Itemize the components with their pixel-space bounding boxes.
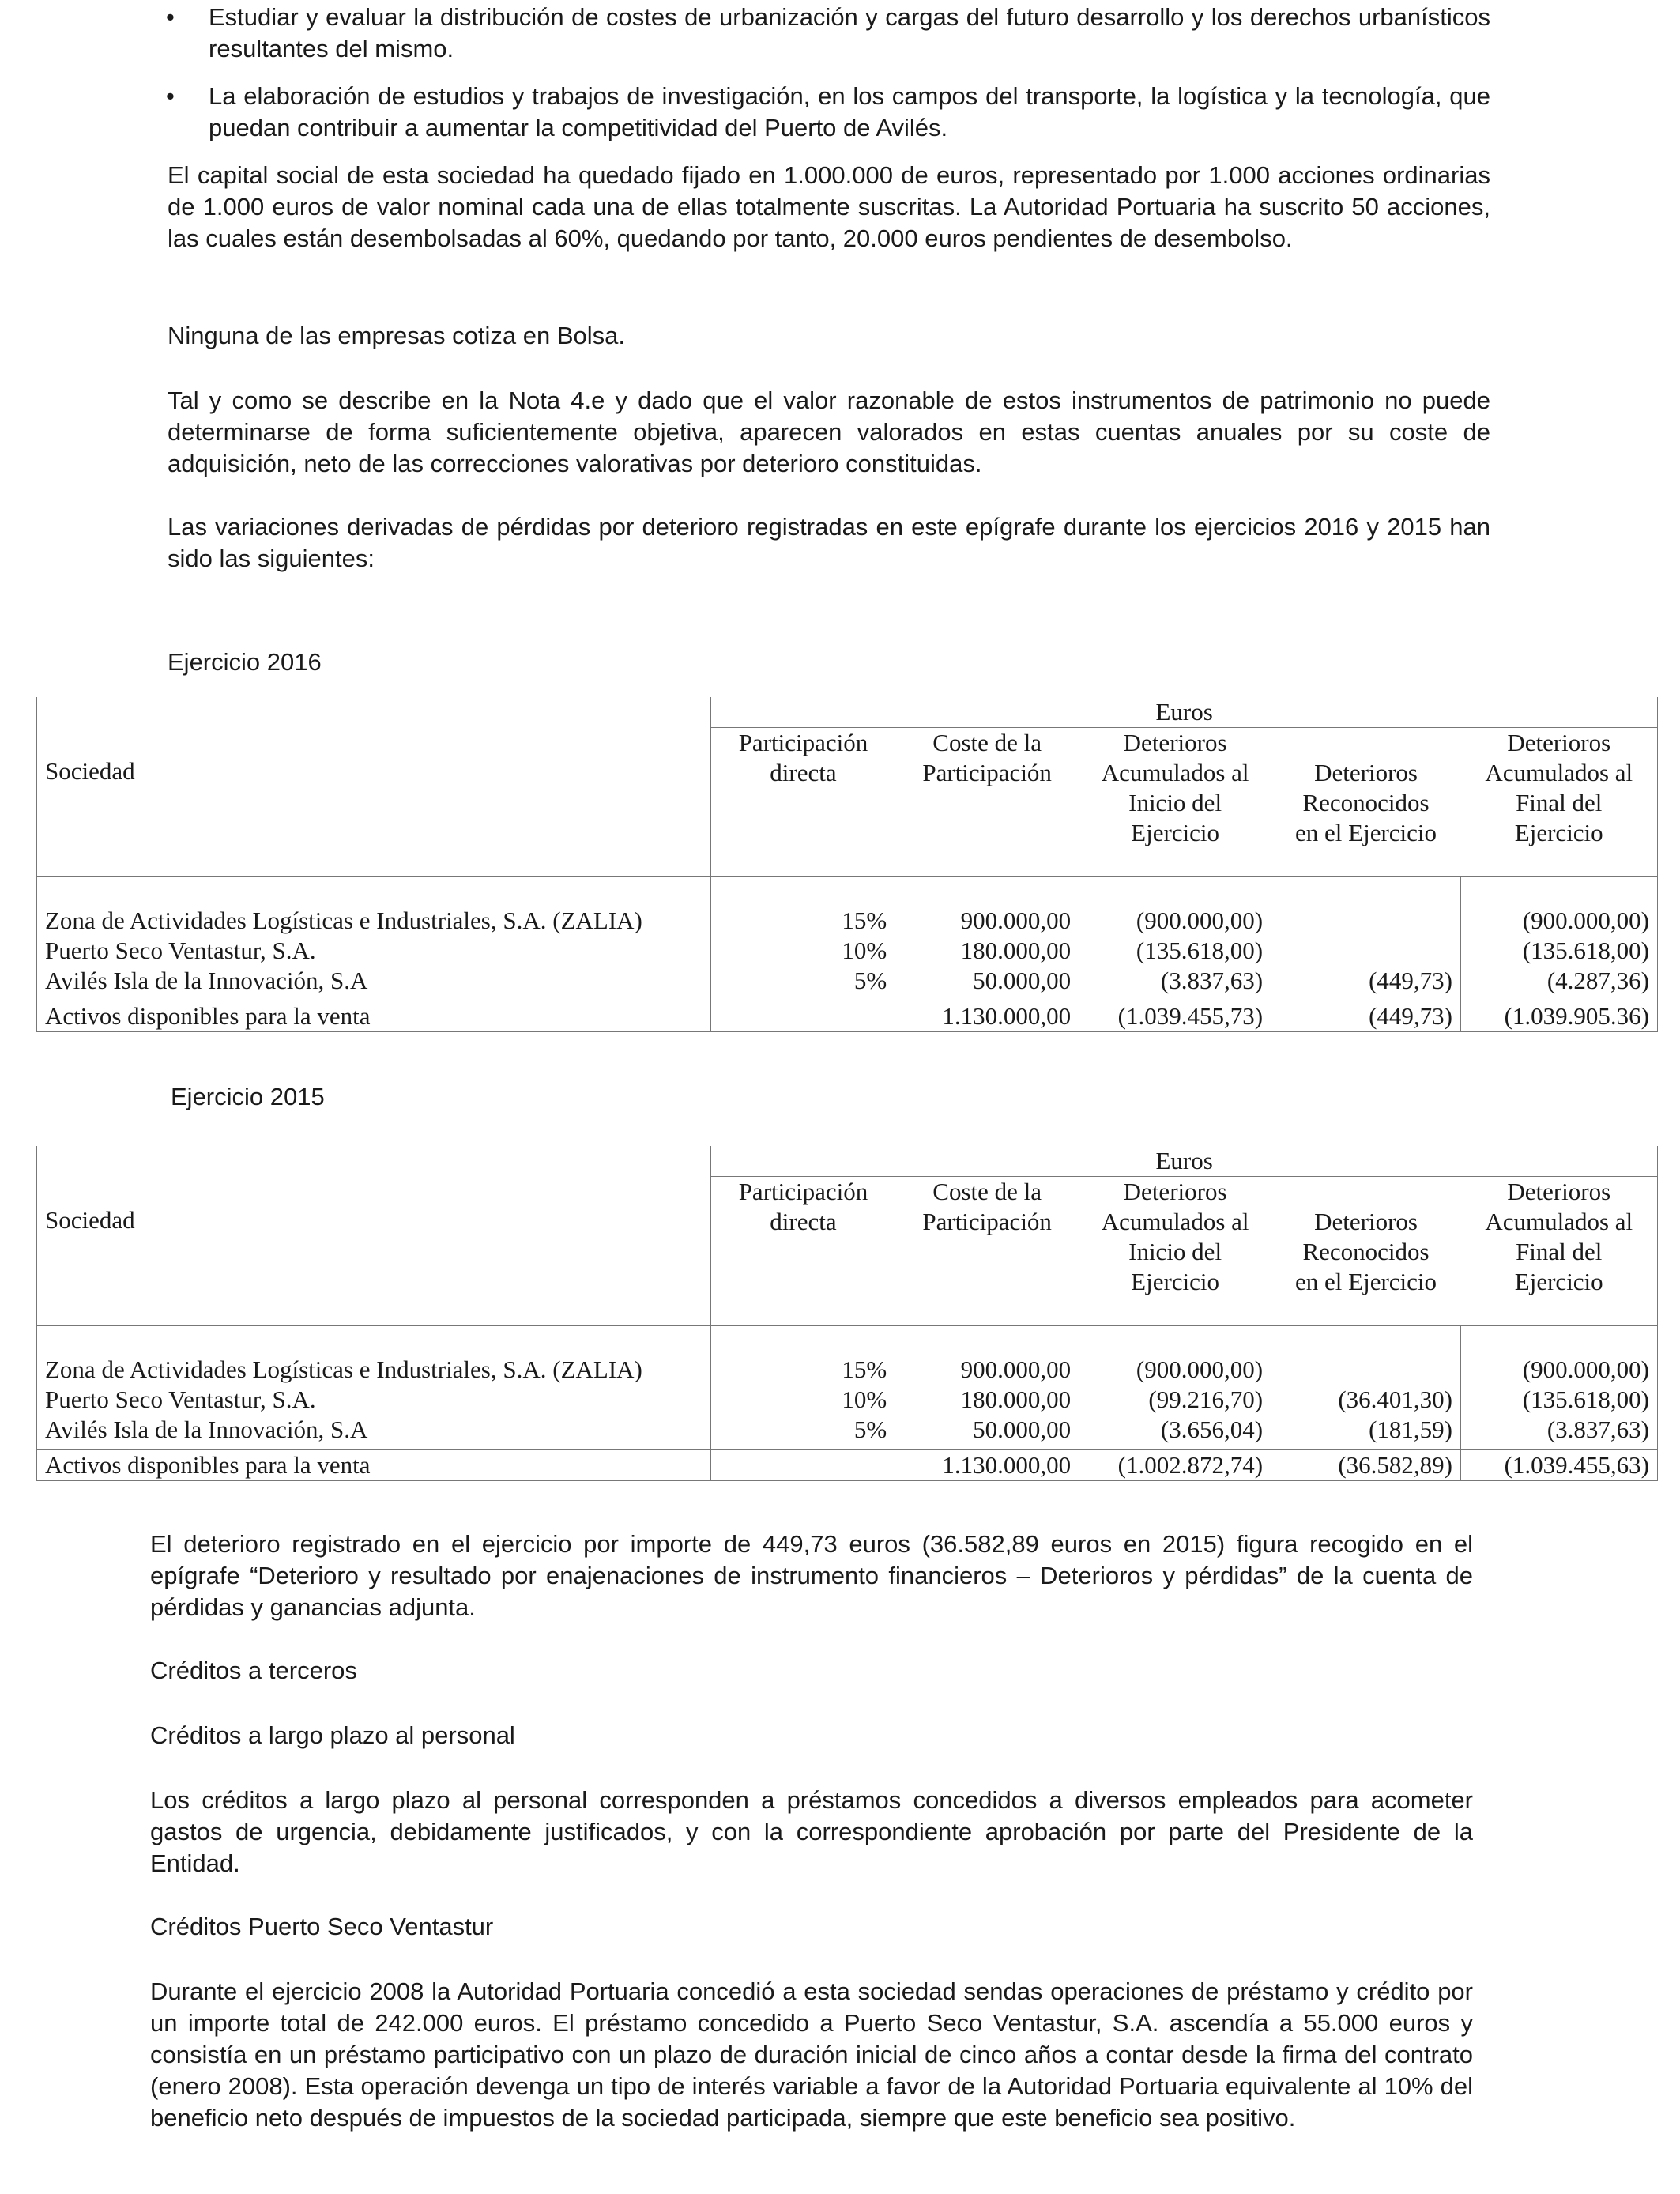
total-coste: 1.130.000,00 bbox=[895, 1450, 1079, 1481]
table-cell: 5% bbox=[853, 1416, 887, 1443]
column-reconocidos bbox=[1271, 1326, 1461, 1450]
table-cell: Avilés Isla de la Innovación, S.A bbox=[45, 967, 368, 994]
column-participacion bbox=[711, 877, 895, 1001]
impairment-table-2016 bbox=[36, 697, 1658, 1032]
column-coste bbox=[895, 877, 1079, 1001]
total-coste: 1.130.000,00 bbox=[895, 1001, 1079, 1032]
table-cell: (3.837,63) bbox=[1160, 967, 1264, 994]
bullet-item bbox=[158, 2, 1490, 65]
column-sociedad bbox=[37, 877, 711, 1001]
paragraph-capital-social: El capital social de esta sociedad ha quedado fijado en 1.000.000 de euros, representado por 1.000 acciones ordinarias de 1.000 euros de valor nominal cada una de ellas totalmente suscritas. La Autoridad Portuaria ha suscrito 50 acciones, las cuales están desembolsadas al 60%, quedando por tanto, 20.000 euros pendientes de desembolso. bbox=[168, 161, 1490, 252]
table-cell: Zona de Actividades Logísticas e Industriales, S.A. (ZALIA) bbox=[45, 907, 642, 934]
bullet-text: Estudiar y evaluar la distribución de costes de urbanización y cargas del futuro desarrollo y los derechos urbanísticos resultantes del mismo. bbox=[209, 3, 1490, 62]
bullet-list bbox=[158, 2, 1490, 160]
table-cell: Zona de Actividades Logísticas e Industriales, S.A. (ZALIA) bbox=[45, 1355, 642, 1383]
table-header-row bbox=[37, 1177, 1658, 1326]
header-sociedad: Sociedad bbox=[37, 728, 711, 877]
paragraph-creditos-ventastur: Durante el ejercicio 2008 la Autoridad Portuaria concedió a esta sociedad sendas operaciones de préstamo y crédito por un importe total de 242.000 euros. El préstamo concedido a Puerto Seco Ventastur, S.A. ascendía a 55.000 euros y consistía en un préstamo participativo con un plazo de duración inicial de cinco años a contar desde la firma del contrato (enero 2008). Esta operación devenga un tipo de interés variable a favor de la Autoridad Portuaria equivalente al 10% del beneficio neto después de impuestos de la sociedad participada, siempre que este beneficio sea positivo. bbox=[150, 1977, 1473, 2132]
header-deterioros-inicio: Deterioros Acumulados al Inicio del Ejercicio bbox=[1079, 728, 1271, 877]
header-participacion: Participación directa bbox=[711, 1177, 895, 1326]
column-participacion bbox=[711, 1326, 895, 1450]
total-reconocidos: (36.582,89) bbox=[1271, 1450, 1461, 1481]
table-cell: (36.401,30) bbox=[1338, 1385, 1452, 1413]
table-cell: 50.000,00 bbox=[973, 967, 1072, 994]
column-inicio bbox=[1079, 877, 1271, 1001]
header-deterioros-inicio: Deterioros Acumulados al Inicio del Ejercicio bbox=[1079, 1177, 1271, 1326]
table-cell: 10% bbox=[842, 1385, 887, 1413]
table-cell: (135.618,00) bbox=[1136, 937, 1264, 964]
table-header-row bbox=[37, 1146, 1658, 1177]
heading-creditos-terceros: Créditos a terceros bbox=[150, 1657, 357, 1684]
column-reconocidos bbox=[1271, 877, 1461, 1001]
column-final bbox=[1461, 1326, 1658, 1450]
paragraph-deterioro: El deterioro registrado en el ejercicio por importe de 449,73 euros (36.582,89 euros en 2015) figura recogido en el epígrafe “Deterioro y resultado por enajenaciones de instrumento financieros – Deterioros y pérdidas” de la cuenta de pérdidas y ganancias adjunta. bbox=[150, 1530, 1473, 1621]
table-cell: (4.287,36) bbox=[1546, 967, 1649, 994]
paragraph-creditos-personal: Los créditos a largo plazo al personal corresponden a préstamos concedidos a diversos empleados para acometer gastos de urgencia, debidamente justificados, y con la correspondiente aprobación por parte del Presidente de la Entidad. bbox=[150, 1786, 1473, 1877]
total-label: Activos disponibles para la venta bbox=[37, 1001, 711, 1032]
table-cell: (135.618,00) bbox=[1522, 1385, 1649, 1413]
table-cell: 180.000,00 bbox=[960, 1385, 1072, 1413]
table-cell bbox=[1279, 936, 1452, 966]
total-inicio: (1.002.872,74) bbox=[1079, 1450, 1271, 1481]
column-inicio bbox=[1079, 1326, 1271, 1450]
table-cell: (181,59) bbox=[1369, 1416, 1452, 1443]
table-title-2016: Ejercicio 2016 bbox=[168, 648, 322, 676]
impairment-table-2015 bbox=[36, 1146, 1658, 1481]
header-euros: Euros bbox=[711, 1146, 1658, 1177]
header-participacion: Participación directa bbox=[711, 728, 895, 877]
table-cell: 10% bbox=[842, 937, 887, 964]
table-header-row bbox=[37, 728, 1658, 877]
table-cell: 15% bbox=[842, 1355, 887, 1383]
table-cell: (135.618,00) bbox=[1522, 937, 1649, 964]
column-sociedad bbox=[37, 1326, 711, 1450]
total-final: (1.039.455,63) bbox=[1461, 1450, 1658, 1481]
header-deterioros-reconocidos: Deterioros Reconocidos en el Ejercicio bbox=[1271, 1177, 1461, 1326]
table-cell: (900.000,00) bbox=[1136, 1355, 1264, 1383]
table-cell: 5% bbox=[853, 967, 887, 994]
table-cell: 900.000,00 bbox=[960, 907, 1072, 934]
header-deterioros-reconocidos: Deterioros Reconocidos en el Ejercicio bbox=[1271, 728, 1461, 877]
table-cell bbox=[1279, 1355, 1452, 1385]
header-coste: Coste de la Participación bbox=[895, 1177, 1079, 1326]
table-cell: 15% bbox=[842, 907, 887, 934]
table-cell: (3.837,63) bbox=[1546, 1416, 1649, 1443]
paragraph-variaciones: Las variaciones derivadas de pérdidas por deterioro registradas en este epígrafe durante los ejercicios 2016 y 2015 han sido las siguientes: bbox=[168, 513, 1490, 572]
bullet-icon: • bbox=[166, 82, 175, 110]
total-label: Activos disponibles para la venta bbox=[37, 1450, 711, 1481]
table-cell: (900.000,00) bbox=[1522, 907, 1649, 934]
header-euros: Euros bbox=[711, 697, 1658, 728]
total-reconocidos: (449,73) bbox=[1271, 1001, 1461, 1032]
column-final bbox=[1461, 877, 1658, 1001]
table-total-row bbox=[37, 1450, 1658, 1481]
table-cell: (99.216,70) bbox=[1148, 1385, 1264, 1413]
table-cell: Avilés Isla de la Innovación, S.A bbox=[45, 1416, 368, 1443]
paragraph-bolsa: Ninguna de las empresas cotiza en Bolsa. bbox=[168, 322, 625, 349]
table-cell: (900.000,00) bbox=[1136, 907, 1264, 934]
header-deterioros-final: Deterioros Acumulados al Final del Ejercicio bbox=[1461, 728, 1658, 877]
table-body bbox=[37, 1326, 1658, 1450]
table-cell: Puerto Seco Ventastur, S.A. bbox=[45, 937, 316, 964]
total-final: (1.039.905.36) bbox=[1461, 1001, 1658, 1032]
table-cell: 900.000,00 bbox=[960, 1355, 1072, 1383]
header-deterioros-final: Deterioros Acumulados al Final del Ejercicio bbox=[1461, 1177, 1658, 1326]
total-inicio: (1.039.455,73) bbox=[1079, 1001, 1271, 1032]
header-coste: Coste de la Participación bbox=[895, 728, 1079, 877]
table-total-row bbox=[37, 1001, 1658, 1032]
heading-creditos-personal: Créditos a largo plazo al personal bbox=[150, 1721, 515, 1749]
bullet-text: La elaboración de estudios y trabajos de investigación, en los campos del transporte, la logística y la tecnología, que puedan contribuir a aumentar la competitividad del Puerto de Avilés. bbox=[209, 82, 1490, 141]
table-cell: 50.000,00 bbox=[973, 1416, 1072, 1443]
paragraph-valoracion: Tal y como se describe en la Nota 4.e y dado que el valor razonable de estos instrumentos de patrimonio no puede determinarse de forma suficientemente objetiva, aparecen valorados en estas cuentas anuales por su coste de adquisición, neto de las correcciones valorativas por deterioro constituidas. bbox=[168, 386, 1490, 477]
bullet-icon: • bbox=[166, 3, 175, 31]
table-header-row bbox=[37, 697, 1658, 728]
heading-creditos-ventastur: Créditos Puerto Seco Ventastur bbox=[150, 1913, 494, 1940]
column-coste bbox=[895, 1326, 1079, 1450]
table-cell bbox=[1279, 906, 1452, 936]
header-sociedad: Sociedad bbox=[37, 1177, 711, 1326]
table-cell: 180.000,00 bbox=[960, 937, 1072, 964]
table-body bbox=[37, 877, 1658, 1001]
table-cell: Puerto Seco Ventastur, S.A. bbox=[45, 1385, 316, 1413]
table-cell: (3.656,04) bbox=[1160, 1416, 1264, 1443]
table-title-2015: Ejercicio 2015 bbox=[171, 1083, 325, 1110]
table-cell: (900.000,00) bbox=[1522, 1355, 1649, 1383]
bullet-item bbox=[158, 81, 1490, 144]
table-cell: (449,73) bbox=[1369, 967, 1452, 994]
